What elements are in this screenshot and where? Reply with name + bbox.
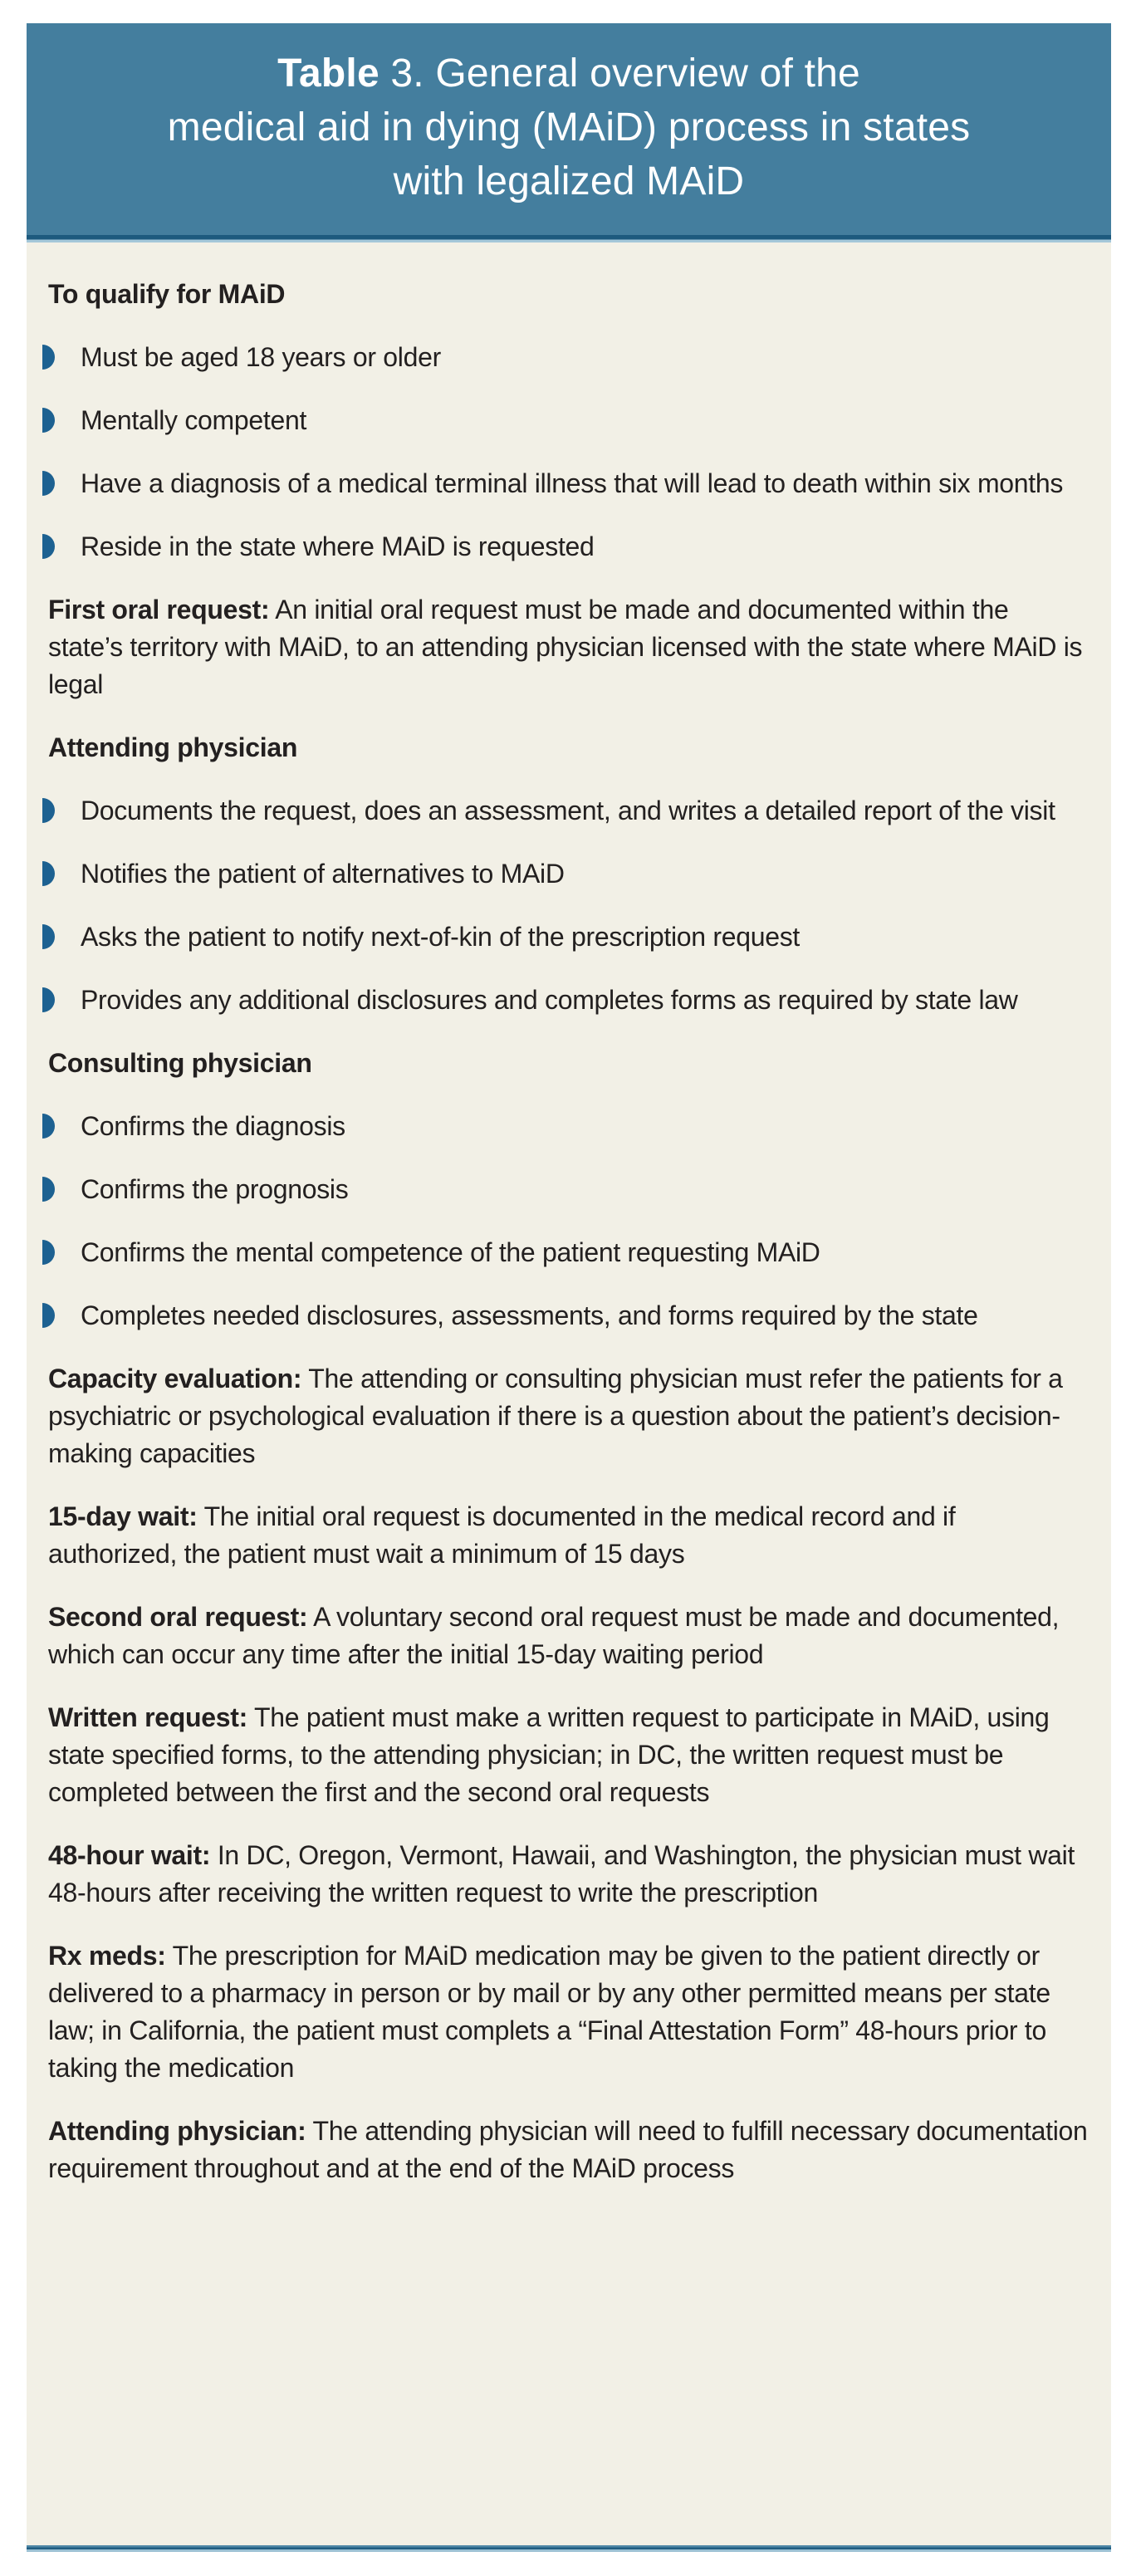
bullet-icon xyxy=(42,987,55,1012)
consulting-bullet-list xyxy=(42,1108,1089,1335)
paragraph-lead: 15-day wait: xyxy=(48,1501,198,1531)
bullet-icon xyxy=(42,408,55,433)
table-title-line-1-rest: 3. General overview of the xyxy=(379,51,860,95)
list-item xyxy=(42,1108,1089,1145)
list-item xyxy=(42,1234,1089,1271)
bullet-icon xyxy=(42,1303,55,1328)
bullet-text: Documents the request, does an assessment, and writes a detailed report of the visit xyxy=(81,796,1055,825)
paragraph-text: A voluntary second oral request must be made and documented, which can occur any time after the initial 15-day waiting period xyxy=(48,1602,1060,1669)
paragraph-attending-physician xyxy=(48,2113,1089,2187)
list-item xyxy=(42,528,1089,566)
paragraph-48-hour-wait xyxy=(48,1837,1089,1912)
table-title-line-1 xyxy=(68,47,1070,100)
paragraph-second-oral-request xyxy=(48,1599,1089,1673)
paragraph-text: The initial oral request is documented in the medical record and if authorized, the patient must wait a minimum of 15 days xyxy=(48,1501,956,1569)
bottom-divider xyxy=(27,2545,1111,2552)
paragraph-text: The patient must make a written request to participate in MAiD, using state specified forms, to the attending physician; in DC, the written request must be completed between the first and the second oral requests xyxy=(48,1702,1050,1807)
bullet-text: Completes needed disclosures, assessments, and forms required by the state xyxy=(81,1300,978,1330)
paragraph-lead: Attending physician: xyxy=(48,2116,306,2146)
section-heading-consulting: Consulting physician xyxy=(48,1048,312,1078)
qualify-bullet-list xyxy=(42,339,1089,566)
bullet-icon xyxy=(42,534,55,559)
bullet-text: Asks the patient to notify next-of-kin of the prescription request xyxy=(81,922,800,952)
list-item xyxy=(42,339,1089,376)
table-label: Table xyxy=(277,51,379,95)
bullet-icon xyxy=(42,471,55,496)
paragraph-15-day-wait xyxy=(48,1498,1089,1573)
bullet-icon xyxy=(42,1114,55,1139)
table-3-card xyxy=(27,23,1111,2552)
bullet-text: Confirms the diagnosis xyxy=(81,1111,345,1141)
bullet-text: Mentally competent xyxy=(81,405,307,435)
bullet-text: Must be aged 18 years or older xyxy=(81,342,441,372)
paragraph-capacity-evaluation xyxy=(48,1360,1089,1472)
list-item xyxy=(42,465,1089,502)
bullet-icon xyxy=(42,1177,55,1202)
table-header xyxy=(27,23,1111,235)
table-body xyxy=(27,242,1111,2545)
bullet-icon xyxy=(42,1240,55,1265)
paragraph-lead: Rx meds: xyxy=(48,1941,166,1971)
bullet-icon xyxy=(42,798,55,823)
bullet-text: Notifies the patient of alternatives to MAiD xyxy=(81,859,565,889)
list-item xyxy=(42,402,1089,439)
bullet-text: Confirms the prognosis xyxy=(81,1174,349,1204)
paragraph-lead: Second oral request: xyxy=(48,1602,308,1632)
bullet-text: Confirms the mental competence of the patient requesting MAiD xyxy=(81,1237,820,1267)
list-item xyxy=(42,982,1089,1019)
bullet-icon xyxy=(42,861,55,886)
paragraph-text: An initial oral request must be made and documented within the state’s territory with MAiD, to an attending physician licensed with the state where MAiD is legal xyxy=(48,595,1083,699)
table-title-line-3: with legalized MAiD xyxy=(393,159,745,203)
bullet-text: Provides any additional disclosures and completes forms as required by state law xyxy=(81,985,1018,1015)
header-divider xyxy=(27,235,1111,242)
bullet-icon xyxy=(42,924,55,949)
list-item xyxy=(42,1297,1089,1335)
bullet-text: Have a diagnosis of a medical terminal illness that will lead to death within six months xyxy=(81,468,1064,498)
paragraph-rx-meds xyxy=(48,1937,1089,2087)
paragraph-text: The attending physician will need to fulfill necessary documentation requirement throughout and at the end of the MAiD process xyxy=(48,2116,1088,2183)
paragraph-written-request xyxy=(48,1699,1089,1811)
paragraph-lead: 48-hour wait: xyxy=(48,1840,211,1870)
list-item xyxy=(42,1171,1089,1208)
bullet-icon xyxy=(42,345,55,370)
table-title-line-2: medical aid in dying (MAiD) process in states xyxy=(167,105,971,149)
paragraph-text: In DC, Oregon, Vermont, Hawaii, and Washington, the physician must wait 48-hours after receiving the written request to write the prescription xyxy=(48,1840,1075,1908)
section-heading-attending: Attending physician xyxy=(48,732,298,762)
paragraph-lead: Written request: xyxy=(48,1702,247,1732)
paragraph-lead: First oral request: xyxy=(48,595,270,624)
attending-bullet-list xyxy=(42,792,1089,1019)
section-heading-qualify: To qualify for MAiD xyxy=(48,279,286,309)
list-item xyxy=(42,918,1089,956)
list-item xyxy=(42,855,1089,893)
bullet-text: Reside in the state where MAiD is requested xyxy=(81,531,595,561)
list-item xyxy=(42,792,1089,830)
paragraph-text: The attending or consulting physician must refer the patients for a psychiatric or psychological evaluation if there is a question about the patient’s decision-making capacities xyxy=(48,1364,1063,1468)
paragraph-lead: Capacity evaluation: xyxy=(48,1364,302,1393)
paragraph-text: The prescription for MAiD medication may be given to the patient directly or delivered to a pharmacy in person or by mail or by any other permitted means per state law; in California, the patient must complets a “Final Attestation Form” 48-hours prior to taking the medication xyxy=(48,1941,1050,2083)
paragraph-first-oral-request xyxy=(48,591,1089,703)
